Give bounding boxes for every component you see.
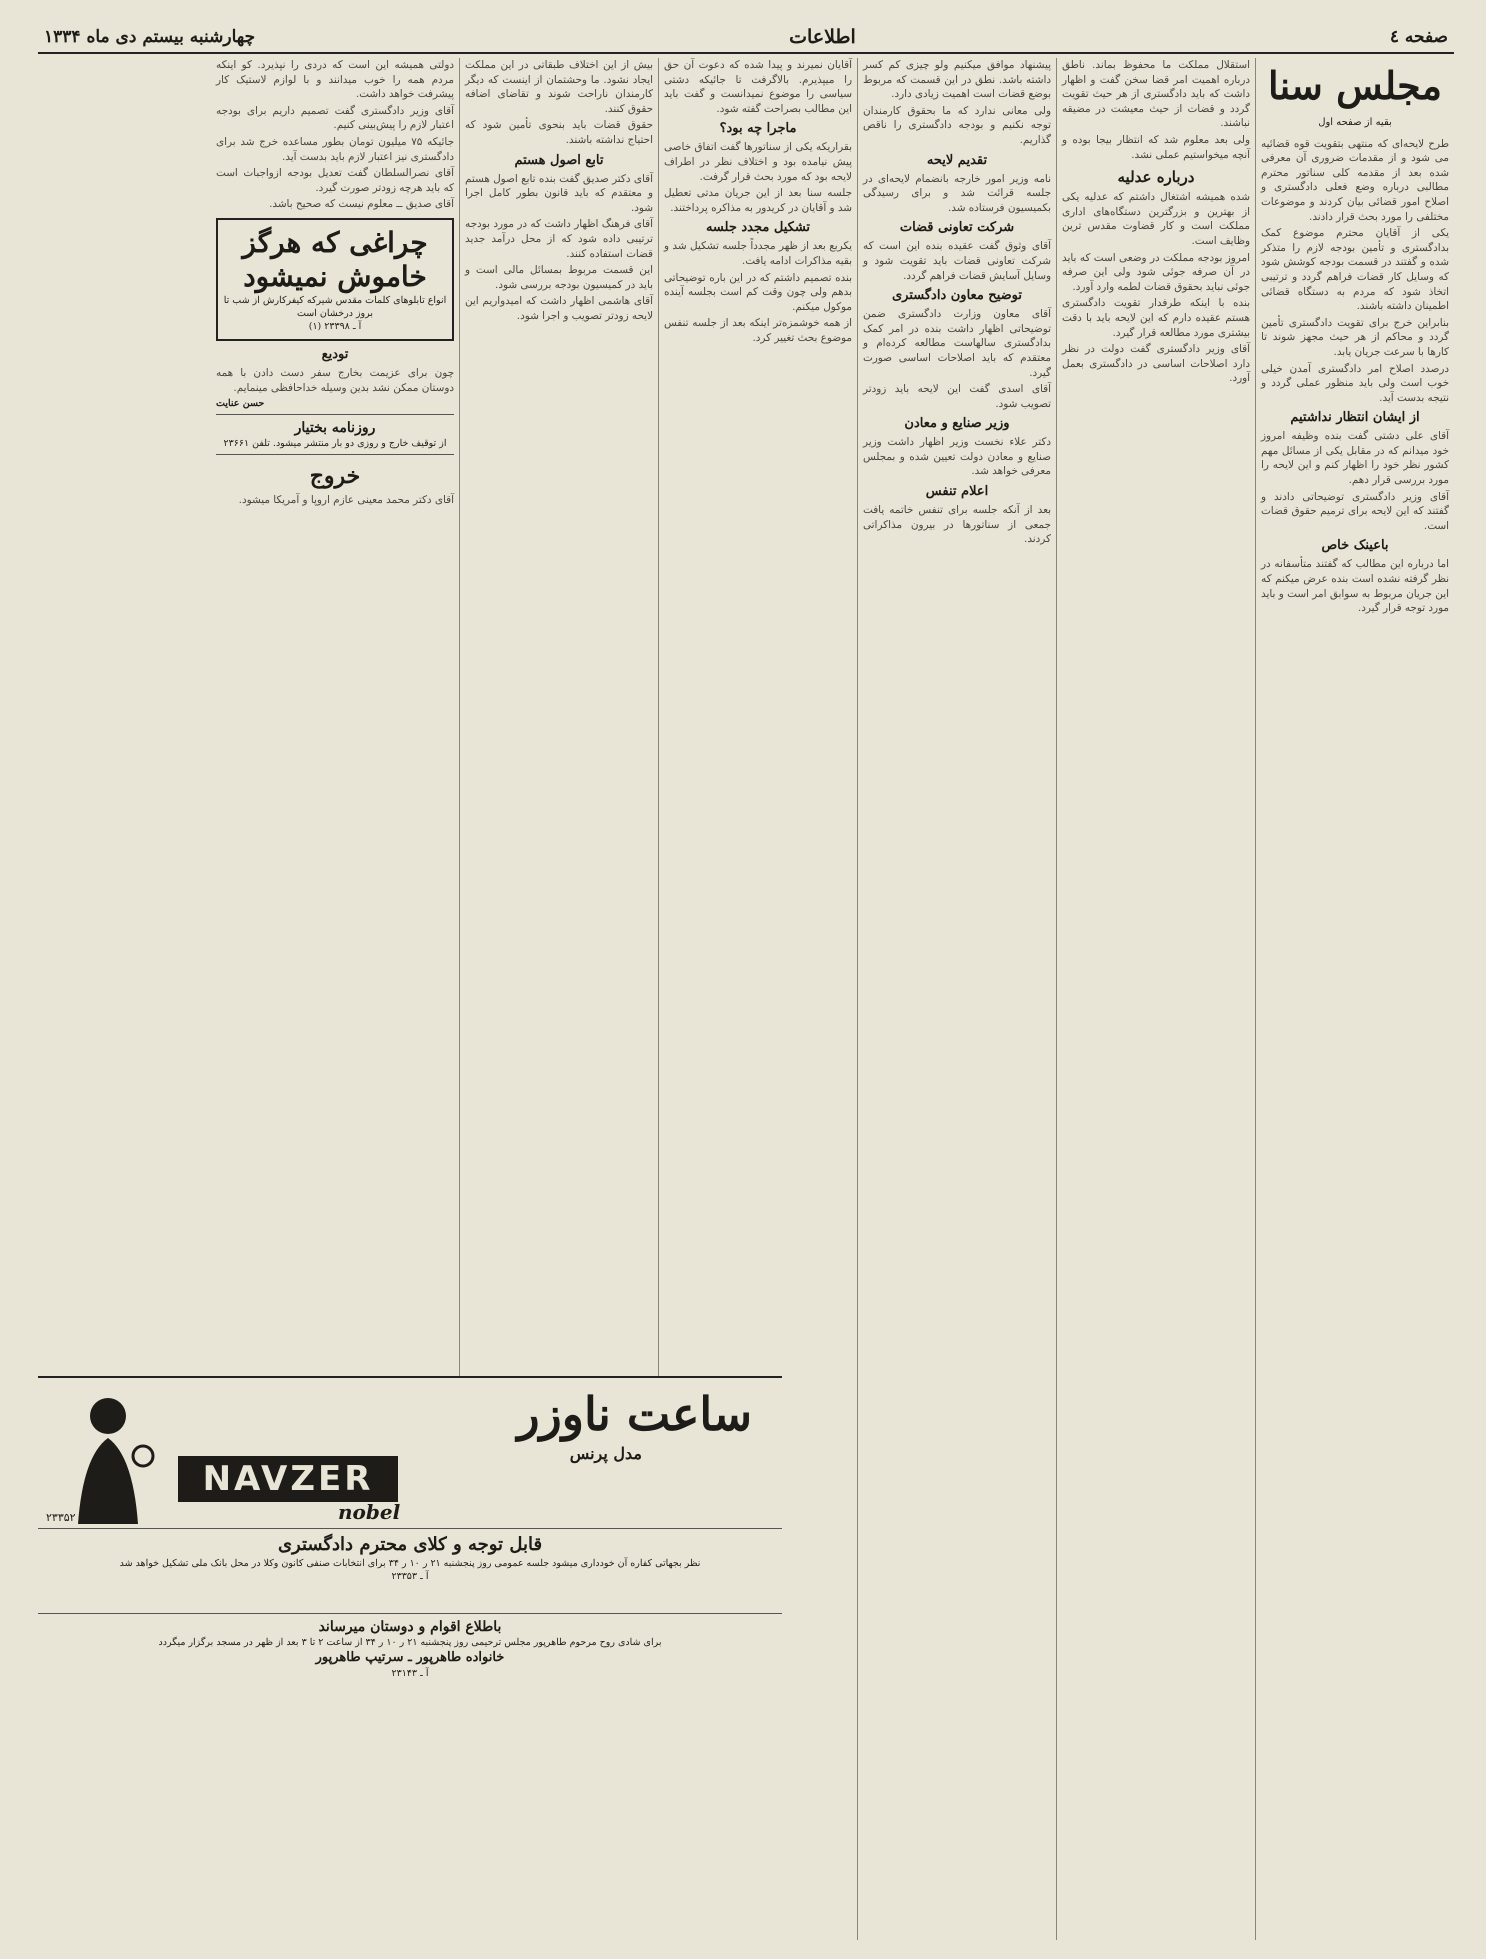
bill-heading: تقدیم لایحه	[926, 152, 988, 168]
page-header	[38, 22, 1454, 54]
lamp-ad-body: انواع تابلوهای کلمات مقدس شیرکه کیفرکارش از شب تا بروز درخشان است	[223, 294, 447, 319]
lawyers-notice	[38, 1529, 782, 1614]
exit-heading: خروج	[309, 463, 361, 490]
lawyers-notice-title: قابل توجه و کلای محترم دادگستری	[277, 1534, 543, 1555]
navzer-logo: NAVZER	[178, 1456, 398, 1502]
navzer-title: ساعت ناوزر	[517, 1387, 752, 1441]
memorial-notice	[38, 1614, 782, 1680]
new-session-heading: تشکیل مجدد جلسه	[705, 220, 811, 236]
divider	[216, 414, 454, 415]
daily-title: روزنامه بختیار	[294, 420, 376, 437]
navzer-ad	[38, 1378, 782, 1529]
lamp-ad	[216, 218, 454, 341]
body-text: استقلال مملکت ما محفوظ بماند. ناطق درباره اهمیت امر قضا سخن گفت و اظهار داشت که باید دادگستری از هر حیث تقویت گردد و قضات از حیث معیشت در مضیقه نباشند. ولی بعد معلوم شد که انتظار بیجا بوده و آنچه میخواستیم عملی نشد.	[1062, 59, 1250, 161]
body-text: بعد از آنکه جلسه برای تنفس خاتمه یافت جمعی از سناتورها در بیرون مذاکراتی کردند.	[863, 504, 1051, 546]
memorial-code: آ ـ ۲۳۱۴۳	[391, 1668, 429, 1679]
lawyers-notice-body: نظر بجهاتی کفاره آن خودداری میشود جلسه عمومی روز پنجشنبه ۲۱ ر ۱۰ ر ۳۴ برای انتخابات صنفی کانون وکلا در محل بانک ملی تشکیل خواهد شد	[119, 1558, 701, 1569]
body-text: آقای دکتر محمد معینی عازم اروپا و آمریکا میشود.	[238, 494, 454, 507]
wait-heading: از ایشان انتظار نداشتیم	[1290, 410, 1420, 426]
deputy-heading: توضیح معاون دادگستری	[891, 288, 1022, 304]
lawyers-notice-code: آ ـ ۲۳۳۵۳	[391, 1571, 429, 1582]
body-text: طرح لایحه‌ای که منتهی بتقویت قوه قضائیه می شود و از مقدمات ضروری آن معرفی شده بعد از مقدمه کلی سناتور محترم مطالبی درباره وضع فعلی دادگستری و اصلاح امور قضائی بیان کردند و موضوعات مختلفی را مورد بحث قرار دادند. یکی از آقایان محترم موضوع کمک بدادگستری و تأمین بودجه لازم را متذکر شده و گفتند در قسمت بودجه کوشش شود که وسایل کار قضات فراهم گردد و ترتیبی اتخاذ شود که مردم به دستگاه قضائی اطمینان داشته باشند. بنابراین خرج برای تقویت دادگستری تأمین گردد و محاکم از هر حیث مجهز شوند تا کارها با سرعت جریان یابد. درصدد اصلاح امر دادگستری آمدن خیلی خوب است ولی باید منظور عملی گردد و نتیجه بدست آید.	[1261, 137, 1449, 404]
body-text: شده همیشه اشتغال داشتم که عدلیه یکی از بهترین و بزرگترین دستگاه‌های اداری مملکت است و کار قضاوت مقدس ترین وظایف است. امروز بودجه مملکت در وضعی است که باید در آن صرفه جوئی شود ولی این صرفه جوئی نباید بحقوق قضات لطمه وارد آورد. بنده با اینکه طرفدار تقویت دادگستری هستم عقیده دارم که این لایحه باید با دقت بیشتری مورد مطالعه قرار گیرد. آقای وزیر دادگستری گفت دولت در نظر دارد اصلاحات اساسی در دادگستری بعمل آورد.	[1062, 191, 1250, 385]
daily-body: از توقیف خارج و روزی دو بار منتشر میشود. تلفن ۲۳۶۶۱	[223, 438, 447, 450]
thanks-signature: حسن عنایت	[216, 398, 265, 410]
navzer-code: آ ـ ۲۳۳۵۲	[46, 1511, 89, 1524]
lamp-ad-title: چراغی که هرگز خاموش نمیشود	[242, 225, 428, 293]
column-2	[1056, 58, 1255, 1940]
thanks-heading: تودیع	[321, 346, 349, 362]
body-text: اما درباره این مطالب که گفتند متأسفانه در نظر گرفته نشده است بنده عرض میکنم که این جریان مربوط به سوابق امر است و باید مورد توجه قرار گیرد.	[1261, 558, 1449, 615]
body-text: دولتی همیشه این است که دردی را نپذیرد. کو اینکه مردم همه را خوب میدانند و با لوازم لاستیک کار پیشرفت خواهد داشت. آقای وزیر دادگستری گفت تصمیم داریم برای بودجه اعتبار لازم را پیش‌بینی کنیم. جائیکه ۷۵ میلیون تومان بطور مساعده خرج شد برای دادگستری نیز اعتبار لازم باید بدست آید. آقای نصرالسلطان گفت تعدیل بودجه ازواجبات است که باید هرچه زودتر صورت گیرد. آقای صدیق ــ معلوم نیست که صحیح باشد.	[216, 59, 454, 211]
body-text: آقای دکتر صدیق گفت بنده تابع اصول هستم و معتقدم که باید قانون بطور کامل اجرا شود. آقای فرهنگ اظهار داشت که در مورد بودجه ترتیبی داده شود که از محل درآمد جدید قضات استفاده کنند. این قسمت مربوط بمسائل مالی است و باید در کمیسیون بودجه بررسی شود. آقای هاشمی اظهار داشت که امیدواریم این لایحه زودتر تصویب و اجرا شود.	[465, 172, 653, 322]
body-text: چون برای عزیمت بخارج سفر دست دادن با همه دوستان ممکن نشد بدین وسیله خداحافظی مینمایم.	[216, 366, 454, 394]
special-heading: باعینک خاص	[1321, 538, 1389, 554]
body-text: آقایان نمیرند و پیدا شده که دعوت آن حق را میپذیرم. بالاگرفت تا جائیکه دشتی سیاسی را موضوع نمیدانست و گفت باید این مطالب بصراحت گفته شود.	[664, 59, 852, 115]
memorial-title: باطلاع اقوام و دوستان میرساند	[318, 1619, 502, 1635]
body-text: یکربع بعد از ظهر مجدداً جلسه تشکیل شد و بقیه مذاکرات ادامه یافت. بنده تصمیم داشتم که در این باره توضیحاتی بدهم ولی چون وقت کم است بجلسه آینده موکول میکنم. از همه خوشمزه‌تر اینکه بعد از جلسه تنفس موضوع بحث تغییر کرد.	[664, 240, 852, 344]
body-text: بیش از این اختلاف طبقاتی در این مملکت ایجاد نشود. ما وحشتمان از اینست که دیگر کارمندان ناراحت شوند و تقاضای اضافه حقوق کنند. حقوق قضات باید بنحوی تأمین شود که احتیاج نداشته باشند.	[465, 59, 653, 146]
issue-date: چهارشنبه بیستم دی ماه ۱۳۳۴	[44, 27, 256, 47]
continuation-note: بقیه از صفحه اول	[1318, 117, 1392, 128]
adliye-heading: درباره عدلیه	[1117, 168, 1195, 187]
paper-name: اطلاعات	[789, 26, 856, 48]
body-text: بقراریکه یکی از سناتورها گفت اتفاق خاصی پیش نیامده بود و اختلاف نظر در اطراف لایحه بود که مورد بحث قرار گرفت. جلسه سنا بعد از این جریان مدتی تعطیل شد و آقایان در کریدور به مذاکره پرداختند.	[664, 141, 852, 214]
divider	[216, 454, 454, 455]
column-3	[857, 58, 1056, 1940]
body-text: آقای وثوق گفت عقیده بنده این است که شرکت تعاونی قضات باید تقویت شود و وسایل آسایش قضات فراهم گردد.	[863, 240, 1051, 282]
bottom-ads	[38, 1376, 782, 1940]
navzer-nobel: nobel	[338, 1500, 401, 1524]
body-text: دکتر علاء نخست وزیر اظهار داشت وزیر صنایع و معادن دولت تعیین شده و بمجلس معرفی خواهد شد.	[863, 436, 1051, 478]
principle-heading: تابع اصول هستم	[514, 152, 604, 168]
lamp-ad-code: آ ـ ۲۳۳۹۸ (۱)	[308, 320, 362, 332]
body-text: نامه وزیر امور خارجه بانضمام لایحه‌ای در جلسه قرائت شد و برای رسیدگی بکمیسیون فرستاده شد.	[863, 172, 1051, 214]
industry-heading: وزیر صنایع و معادن	[904, 416, 1010, 432]
body-text: آقای معاون وزارت دادگستری ضمن توضیحاتی اظهار داشت بنده در امر کمک بدادگستری سالهاست مطالعه کرده‌ام و معتقدم که باید اصلاحات اساسی صورت گیرد. آقای اسدی گفت این لایحه باید زودتر تصویب شود.	[863, 308, 1051, 410]
page-number: صفحه ٤	[1389, 27, 1448, 47]
senate-title: مجلس سنا	[1267, 63, 1443, 108]
body-text: پیشنهاد موافق میکنیم ولو چیزی کم کسر داشته باشد. نطق در این قسمت که مربوط بوضع قضات است اهمیت زیادی دارد. ولی معانی ندارد که ما بحقوق کارمندان توجه نکنیم و بودجه دادگستری را ناقص گذاریم.	[863, 59, 1051, 146]
body-text: آقای علی دشتی گفت بنده وظیفه امروز خود میدانم که در مقابل یکی از مسائل مهم کشور نظر خود را اظهار کنم و این لایحه را مورد بررسی قرار دهم. آقای وزیر دادگستری توضیحاتی دادند و گفتند که این لایحه برای ترمیم حقوق قضات است.	[1261, 430, 1449, 532]
memorial-sign: خانواده طاهرپور ـ سرتیپ طاهرپور	[315, 1650, 505, 1665]
memorial-body: برای شادی روح مرحوم طاهرپور مجلس ترحیمی روز پنجشنبه ۲۱ ر ۱۰ ر ۳۴ از ساعت ۲ تا ۳ بعد از ظهر در مسجد برگزار میگردد	[158, 1637, 662, 1648]
resign-heading: اعلام تنفس	[925, 484, 989, 500]
column-1	[1255, 58, 1454, 1940]
navzer-subtitle: مدل پرنس	[569, 1444, 642, 1463]
coop-heading: شرکت تعاونی قضات	[899, 220, 1015, 236]
woman-illustration-icon	[48, 1386, 168, 1524]
session-heading: ماجرا چه بود؟	[719, 121, 797, 137]
newspaper-page	[38, 22, 1454, 1940]
